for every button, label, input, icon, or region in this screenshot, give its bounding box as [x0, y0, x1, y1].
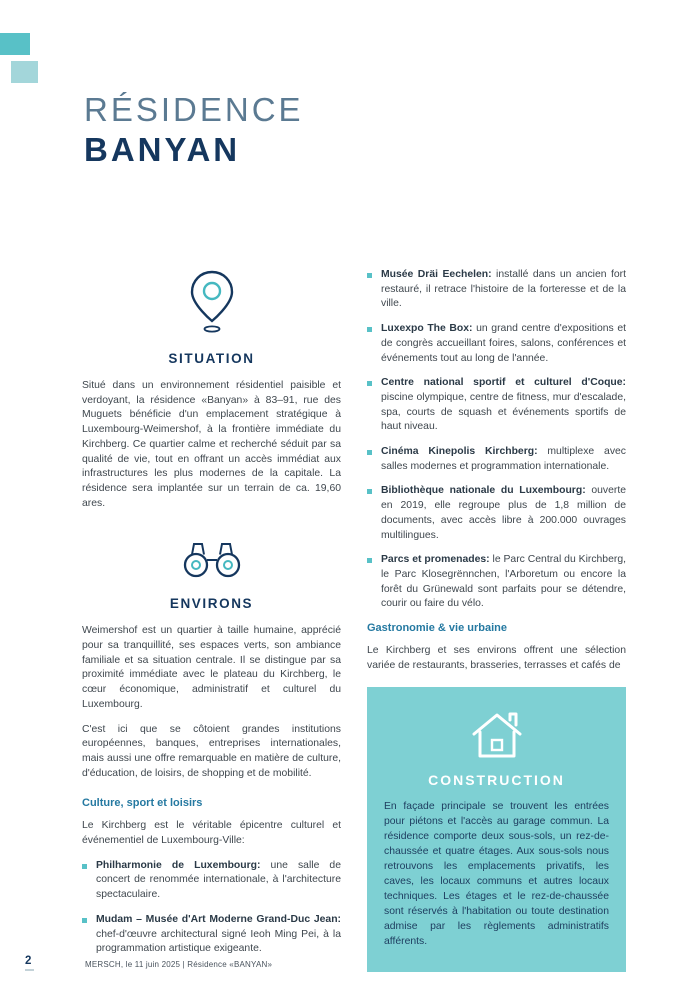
list-item-body: multiplexe avec salles modernes et programmation internationale. — [381, 446, 626, 472]
square-bullet-icon — [367, 273, 372, 278]
square-bullet-icon — [82, 864, 87, 869]
list-item-bold: Parcs et promenades: — [381, 554, 490, 566]
right-column — [367, 268, 626, 972]
list-item-body: installé dans un ancien fort restauré, il retrace l'histoire de la forteresse et de la ville. — [381, 269, 626, 310]
situation-body: Situé dans un environnement résidentiel paisible et verdoyant, la résidence «Banyan» à 83–91, rue des Muguets bénéficie d'un emplacement stratégique à Luxembourg-Weimershof, à la frontière immédiate du Kirchberg. Ce quartier calme et recherché séduit par sa qualité de vie, tout en offrant un accès immédiat aux infrastructures les plus modernes de la capitale. La résidence sera implantée sur un terrain de ca. 19,60 ares. — [82, 380, 341, 509]
construction-box — [367, 687, 626, 971]
culture-bullet-list — [82, 859, 341, 957]
gastronomie-subheading: Gastronomie & vie urbaine — [367, 622, 507, 635]
square-bullet-icon — [367, 489, 372, 494]
list-item-text — [381, 268, 626, 312]
list-item-body: ouverte en 2019, elle regroupe plus de 1,8 million de documents, avec accès libre à 200.000 ouvrages multilingues. — [381, 485, 626, 541]
list-item-bold: Centre national sportif et culturel d'Coque: — [381, 377, 626, 389]
square-bullet-icon — [367, 327, 372, 332]
situation-heading: SITUATION — [168, 351, 255, 366]
list-item-bold: Mudam – Musée d'Art Moderne Grand-Duc Jean: — [96, 913, 341, 925]
list-item — [367, 484, 626, 543]
list-item-bold: Musée Dräi Eechelen: — [381, 269, 492, 280]
square-bullet-icon — [367, 450, 372, 455]
list-item-text — [381, 322, 626, 366]
list-item-bold: Luxexpo The Box: — [381, 323, 473, 335]
list-item — [82, 859, 341, 903]
location-pin-icon — [82, 268, 341, 339]
list-item-text — [381, 553, 626, 612]
construction-heading: CONSTRUCTION — [428, 772, 565, 789]
page-title — [84, 90, 304, 170]
square-bullet-icon — [367, 381, 372, 386]
page-number: 2 — [25, 955, 34, 971]
list-item — [367, 376, 626, 435]
environs-heading: ENVIRONS — [169, 596, 254, 612]
list-item — [367, 553, 626, 612]
culture-subheading: Culture, sport et loisirs — [82, 797, 203, 810]
environs-body-1: Weimershof est un quartier à taille humaine, apprécié pour sa tranquillité, ses espaces verts, son ambiance familiale et sa situation centrale. Il se distingue par sa proximité immédiate avec le plateau du Kirchberg, le cœur économique, administratif et culturel du Luxembourg. — [82, 625, 341, 710]
gastronomie-body: Le Kirchberg et ses environs offrent une sélection variée de restaurants, brasseries, terrasses et cafés de — [367, 645, 626, 671]
content-columns — [82, 268, 626, 972]
list-item-bold: Philharmonie de Luxembourg: — [96, 859, 261, 871]
list-item-text — [381, 376, 626, 435]
decorative-light-teal-block — [11, 61, 38, 83]
square-bullet-icon — [367, 558, 372, 563]
list-item-bold: Bibliothèque nationale du Luxembourg: — [381, 485, 586, 497]
square-bullet-icon — [82, 918, 87, 923]
environs-body-2: C'est ici que se côtoient grandes institutions européennes, banques, entreprises internationales, mais aussi une offre remarquable en matière de culture, d'éducation, de loisirs, de shopping et de mobilité. — [82, 723, 341, 779]
culture-intro: Le Kirchberg est le véritable épicentre culturel et événementiel de Luxembourg-Ville: — [82, 820, 341, 847]
decorative-teal-block — [0, 33, 30, 55]
house-icon — [384, 707, 609, 766]
list-item-body: piscine olympique, centre de fitness, mur d'escalade, spa, courts de squash et événements sportifs de haut niveau. — [381, 391, 626, 433]
list-item-text — [96, 913, 341, 957]
list-item-body: le Parc Central du Kirchberg, le Parc Klosegrënnchen, l'Arboretum ou encore la forêt du Grünewald sont parfaits pour se détendre, courir ou faire du vélo. — [381, 554, 626, 610]
list-item — [367, 322, 626, 366]
page-title-line1: RÉSIDENCE — [84, 91, 304, 128]
footer-text: MERSCH, le 11 juin 2025 | Résidence «BANYAN» — [85, 960, 273, 969]
list-item-text — [381, 484, 626, 543]
list-item-body: une salle de concert de renommée internationale, à l'architecture spectaculaire. — [96, 859, 341, 901]
list-item — [367, 445, 626, 474]
list-item — [82, 913, 341, 957]
kirchberg-bullet-list — [367, 268, 626, 612]
list-item-text — [96, 859, 341, 903]
list-item — [367, 268, 626, 312]
list-item-body: chef-d'œuvre architectural signé Ieoh Ming Pei, à la programmation artistique exigeante. — [96, 928, 341, 955]
list-item-bold: Cinéma Kinepolis Kirchberg: — [381, 446, 538, 458]
list-item-body: un grand centre d'expositions et de congrès accueillant foires, salons, conférences et événements tout au long de l'année. — [381, 323, 627, 364]
binoculars-icon — [82, 537, 341, 584]
list-item-text — [381, 445, 626, 474]
construction-body: En façade principale se trouvent les entrées pour piétons et l'accès au garage commun. La résidence comporte deux sous-sols, un rez-de-chaussée et quatre étages. Aux sous-sols nous retrouvons les emplacements privatifs, les caves, les locaux communs et autres locaux techniques. Les étages et le rez-de-chaussée sont réservés à l'habitation ou toute destination admise par les règlements administratifs afférents. — [384, 801, 609, 947]
page-title-line2: BANYAN — [84, 131, 241, 168]
left-column — [82, 268, 341, 972]
